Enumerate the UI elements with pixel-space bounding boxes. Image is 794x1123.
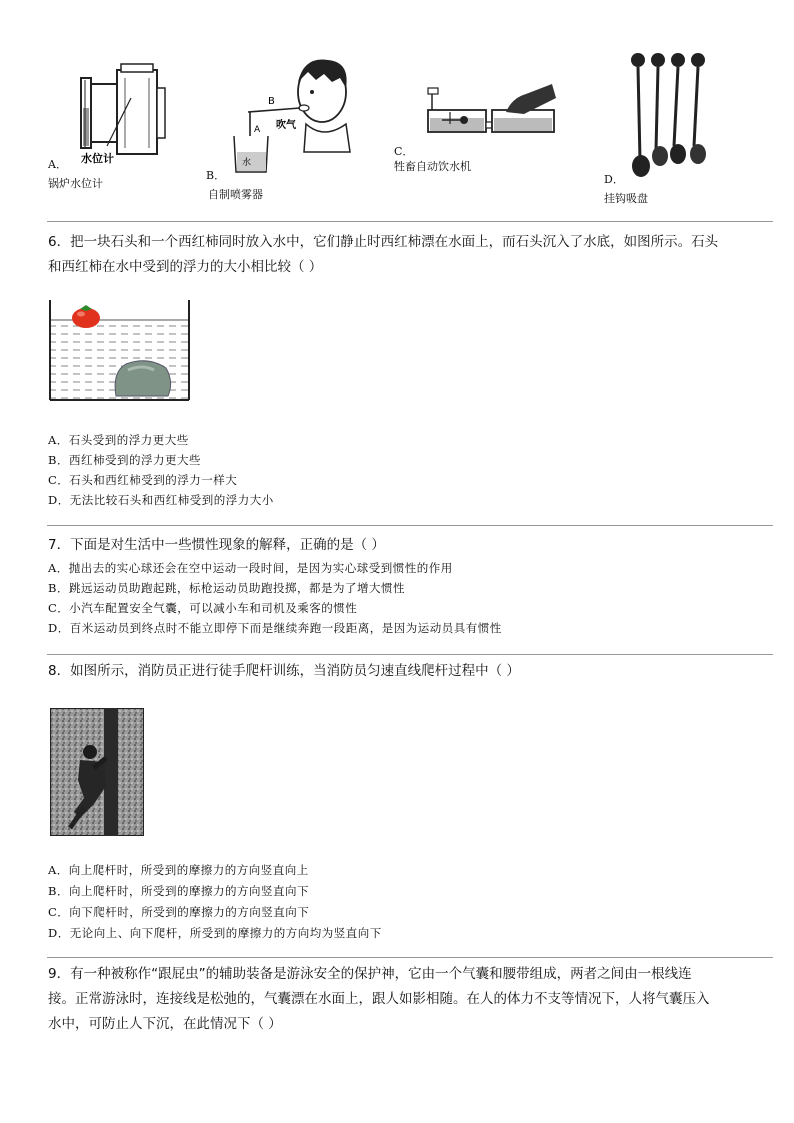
label-water: 水 bbox=[242, 158, 252, 168]
figure-a-boiler bbox=[45, 58, 175, 168]
label-a: A bbox=[254, 125, 261, 135]
q9-line1: 9．有一种被称作“跟屁虫”的辅助装备是游泳安全的保护神，它由一个气囊和腰带组成，两者之间由一根线连 bbox=[48, 966, 692, 982]
q9-line2: 接。正常游泳时，连接线是松弛的，气囊漂在水面上，跟人如影相随。在人的体力不支等情况下，人将气囊压入 bbox=[48, 991, 710, 1007]
figure-b-sprayer bbox=[228, 52, 358, 177]
q8-option-d[interactable]: D．无论向上、向下爬杆，所受到的摩擦力的方向均为竖直向下 bbox=[48, 926, 382, 940]
hooks-drawing bbox=[624, 50, 714, 180]
separator-1 bbox=[47, 221, 773, 222]
q9-line3: 水中，可防止人下沉，在此情况下（ ） bbox=[48, 1016, 282, 1032]
figure-b-caption: 自制喷雾器 bbox=[208, 188, 263, 201]
separator-4 bbox=[47, 957, 773, 958]
q8-option-c[interactable]: C．向下爬杆时，所受到的摩擦力的方向竖直向下 bbox=[48, 905, 310, 919]
figure-d-caption: 挂钩吸盘 bbox=[604, 192, 648, 205]
stone-icon bbox=[115, 361, 170, 396]
q7-option-b[interactable]: B．跳远运动员助跑起跳，标枪运动员助跑投掷，都是为了增大惯性 bbox=[48, 581, 405, 595]
figure-a-letter: A． bbox=[48, 158, 67, 171]
q8-stem: 8．如图所示，消防员正进行徒手爬杆训练，当消防员匀速直线爬杆过程中（ ） bbox=[48, 663, 520, 679]
figure-b-letter: B． bbox=[206, 169, 226, 182]
waterer-drawing bbox=[420, 80, 560, 140]
q6-figure-tank bbox=[48, 298, 192, 404]
tomato-icon bbox=[72, 305, 100, 328]
label-blow: 吹气 bbox=[276, 120, 296, 131]
figure-c-caption: 牲畜自动饮水机 bbox=[394, 160, 471, 173]
q7-option-d[interactable]: D．百米运动员到终点时不能立即停下而是继续奔跑一段距离，是因为运动员具有惯性 bbox=[48, 621, 502, 635]
figure-a-caption: 锅炉水位计 bbox=[48, 177, 103, 190]
gauge-label: 水位计 bbox=[81, 152, 114, 165]
boiler-drawing bbox=[45, 58, 175, 168]
q6-option-c[interactable]: C．石头和西红柿受到的浮力一样大 bbox=[48, 473, 238, 487]
tank-drawing bbox=[48, 298, 192, 404]
q6-option-a[interactable]: A．石头受到的浮力更大些 bbox=[48, 433, 189, 447]
figure-c-letter: C． bbox=[394, 145, 414, 158]
q8-figure-firefighter bbox=[50, 708, 144, 836]
figure-d-hooks bbox=[624, 50, 714, 180]
sprayer-drawing bbox=[228, 52, 358, 177]
q6-line1: 6．把一块石头和一个西红柿同时放入水中，它们静止时西红柿漂在水面上，而石头沉入了水底，如图所示。石头 bbox=[48, 234, 719, 250]
q6-option-d[interactable]: D．无法比较石头和西红柿受到的浮力大小 bbox=[48, 493, 274, 507]
q7-stem: 7．下面是对生活中一些惯性现象的解释，正确的是（ ） bbox=[48, 537, 385, 553]
figure-d-letter: D． bbox=[604, 173, 624, 186]
firefighter-photo bbox=[50, 708, 144, 836]
q8-option-b[interactable]: B．向上爬杆时，所受到的摩擦力的方向竖直向下 bbox=[48, 884, 309, 898]
q7-option-c[interactable]: C．小汽车配置安全气囊，可以减小车和司机及乘客的惯性 bbox=[48, 601, 358, 615]
label-b: B bbox=[268, 96, 275, 107]
q7-option-a[interactable]: A．抛出去的实心球还会在空中运动一段时间，是因为实心球受到惯性的作用 bbox=[48, 561, 453, 575]
q8-option-a[interactable]: A．向上爬杆时，所受到的摩擦力的方向竖直向上 bbox=[48, 863, 309, 877]
separator-3 bbox=[47, 654, 773, 655]
q6-line2: 和西红柿在水中受到的浮力的大小相比较（ ） bbox=[48, 259, 323, 275]
figure-c-waterer bbox=[420, 80, 560, 140]
q6-option-b[interactable]: B．西红柿受到的浮力更大些 bbox=[48, 453, 201, 467]
separator-2 bbox=[47, 525, 773, 526]
